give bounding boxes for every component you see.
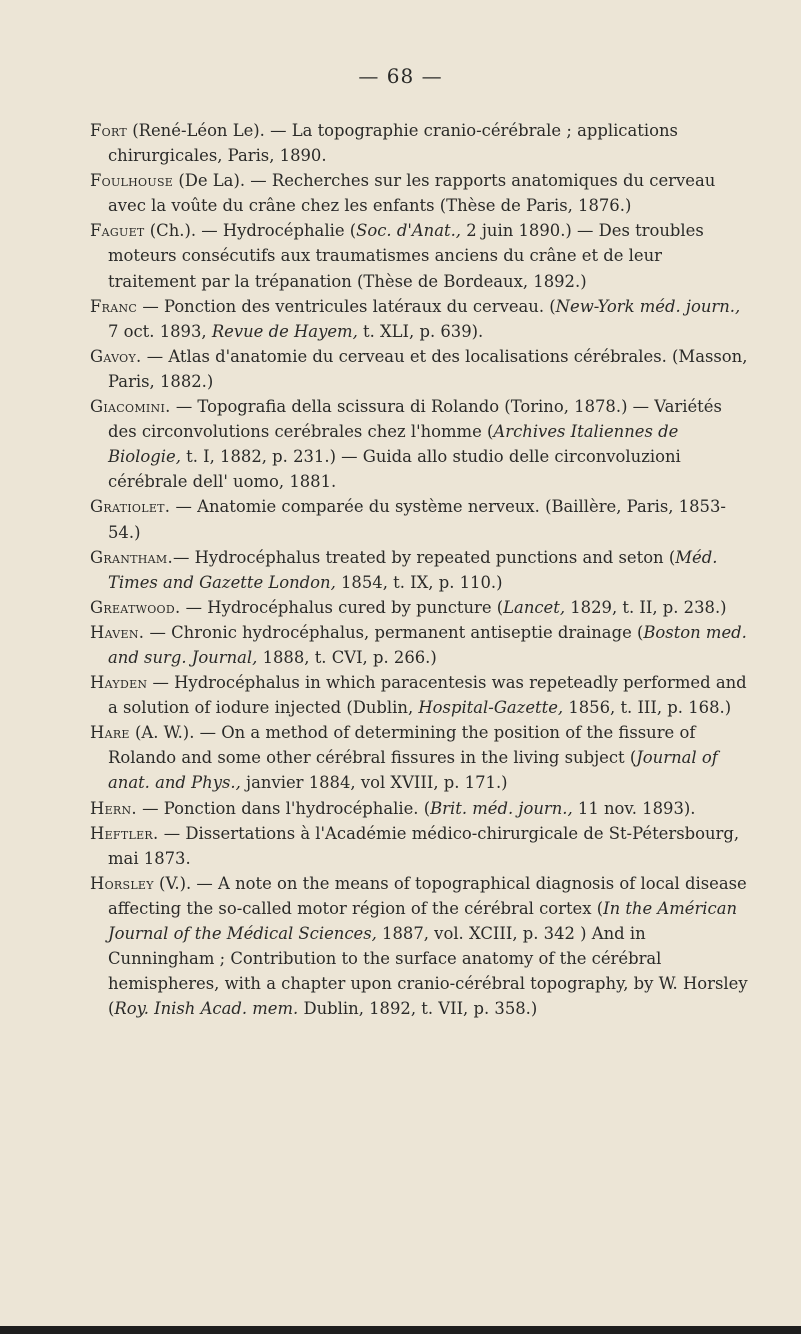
entry-text: — Hydrocéphalus cured by puncture ( xyxy=(180,597,504,617)
bibliography-entry xyxy=(90,620,753,670)
entry-text: 11 nov. 1893). xyxy=(572,798,696,818)
entry-journal: New-York méd. journ., xyxy=(555,296,741,316)
entry-author: Grantham. xyxy=(90,547,173,567)
entry-author: Hayden xyxy=(90,673,148,693)
entry-author: Hern. xyxy=(90,798,137,818)
entry-author: Horsley xyxy=(90,873,154,893)
entry-text: — Ponction dans l'hydrocéphalie. ( xyxy=(136,798,431,818)
entry-author: Heftler. xyxy=(90,823,159,843)
bibliography-entry xyxy=(90,871,753,1022)
entry-text: — Atlas d'anatomie du cerveau et des localisations cérébrales. (Masson, Paris, 1882.) xyxy=(108,346,748,391)
bibliography-entry xyxy=(90,821,753,871)
entry-text: (De La). — Recherches sur les rapports anatomiques du cerveau avec la voûte du crâne chez les enfants (Thèse de Paris, 1876.) xyxy=(108,171,716,216)
bibliography-entry xyxy=(90,595,753,620)
entry-text: 1888, t. CVI, p. 266.) xyxy=(257,647,437,667)
scan-edge-bar xyxy=(0,1326,801,1334)
entry-author: Gratiolet. xyxy=(90,497,171,517)
entry-author: Greatwood. xyxy=(90,597,181,617)
entry-author: Gavoy. xyxy=(90,346,142,366)
entry-text: (V.). — A note on the means of topographical diagnosis of local disease affecting the so-called motor région of the cérébral cortex ( xyxy=(108,873,747,918)
entry-journal: Lancet, xyxy=(503,597,566,617)
entry-text: 1854, t. IX, p. 110.) xyxy=(335,572,503,592)
bibliography-entry xyxy=(90,720,753,795)
entry-journal: Boston med. and surg. Journal, xyxy=(108,622,747,667)
entry-author: Foulhouse xyxy=(90,171,174,191)
entry-author: Franc xyxy=(90,296,138,316)
entry-journal: Hospital-Gazette, xyxy=(418,698,564,718)
entry-text: — Topografia della scissura di Rolando (Torino, 1878.) — Variétés des circonvolutions cerébrales chez l'homme ( xyxy=(108,397,722,442)
entry-journal: In the Américan Journal of the Médical Sciences, xyxy=(108,898,738,943)
entry-journal: Soc. d'Anat., xyxy=(356,221,461,241)
entry-text: t. I, 1882, p. 231.) — Guida allo studio delle circonvoluzioni cérébrale dell' uomo, 1881. xyxy=(108,447,681,492)
bibliography-entry xyxy=(90,394,753,494)
bibliography-entry xyxy=(90,670,753,720)
entry-journal: Roy. Inish Acad. mem. xyxy=(114,999,299,1019)
entry-journal: Brit. méd. journ., xyxy=(430,798,573,818)
entry-journal: Archives Italiennes de Biologie, xyxy=(108,422,679,467)
entry-text: t. XLI, p. 639). xyxy=(357,321,484,341)
bibliography-entry xyxy=(90,545,753,595)
bibliography-entry xyxy=(90,494,753,544)
bibliography-entry xyxy=(90,118,753,168)
entry-author: Haven. xyxy=(90,622,145,642)
bibliography-entry xyxy=(90,168,753,218)
entry-text: (Ch.). — Hydrocéphalie ( xyxy=(149,221,357,241)
entry-journal: Revue de Hayem, xyxy=(211,321,358,341)
entry-text: — Dissertations à l'Académie médico-chirurgicale de St-Pétersbourg, mai 1873. xyxy=(108,823,740,868)
entry-author: Fort xyxy=(90,121,128,140)
entry-text: (René-Léon Le). — La topographie cranio-cérébrale ; applications chirurgicales, Paris, 1890. xyxy=(108,121,678,166)
entry-text: janvier 1884, vol XVIII, p. 171.) xyxy=(240,773,508,793)
entry-text: — Anatomie comparée du système nerveux. (Baillère, Paris, 1853-54.) xyxy=(108,497,726,542)
entry-text: (A. W.). — On a method of determining the position of the fissure of Rolando and some other cérébral fissures in the living subject ( xyxy=(108,723,696,768)
entry-text: — Chronic hydrocéphalus, permanent antiseptie drainage ( xyxy=(144,622,644,642)
entry-text: 1829, t. II, p. 238.) xyxy=(565,597,727,617)
entry-text: Dublin, 1892, t. VII, p. 358.) xyxy=(298,999,538,1019)
entry-text: 7 oct. 1893, xyxy=(108,321,212,341)
entry-author: Faguet xyxy=(90,221,145,241)
entry-author: Hare xyxy=(90,723,130,743)
bibliography-entry xyxy=(90,344,753,394)
bibliography-entry xyxy=(90,218,753,293)
entry-text: — Hydrocéphalus in which paracentesis was repeteadly performed and a solution of iodure injected (Dublin, xyxy=(108,673,747,718)
entry-text: 1856, t. III, p. 168.) xyxy=(563,698,732,718)
entry-author: Giacomini. xyxy=(90,397,171,417)
entry-text: — Hydrocéphalus treated by repeated punctions and seton ( xyxy=(173,547,676,567)
bibliography-list xyxy=(90,118,753,1021)
entry-text: 1887, vol. XCIII, p. 342 ) And in Cunningham ; Contribution to the surface anatomy of the cérébral hemispheres, with a chapter upon cranio-cérébral topography, by W. Horsley ( xyxy=(108,924,748,1019)
bibliography-entry xyxy=(90,294,753,344)
entry-text: — Ponction des ventricules latéraux du cerveau. ( xyxy=(137,296,556,316)
entry-journal: Journal of anat. and Phys., xyxy=(108,748,718,793)
entry-text: 2 juin 1890.) — Des troubles moteurs consécutifs aux traumatismes anciens du crâne et de leur traitement par la trépanation (Thèse de Bordeaux, 1892.) xyxy=(108,221,704,291)
page-number: — 68 — xyxy=(358,64,443,88)
entry-journal: Méd. Times and Gazette London, xyxy=(108,547,718,592)
bibliography-entry xyxy=(90,796,753,821)
